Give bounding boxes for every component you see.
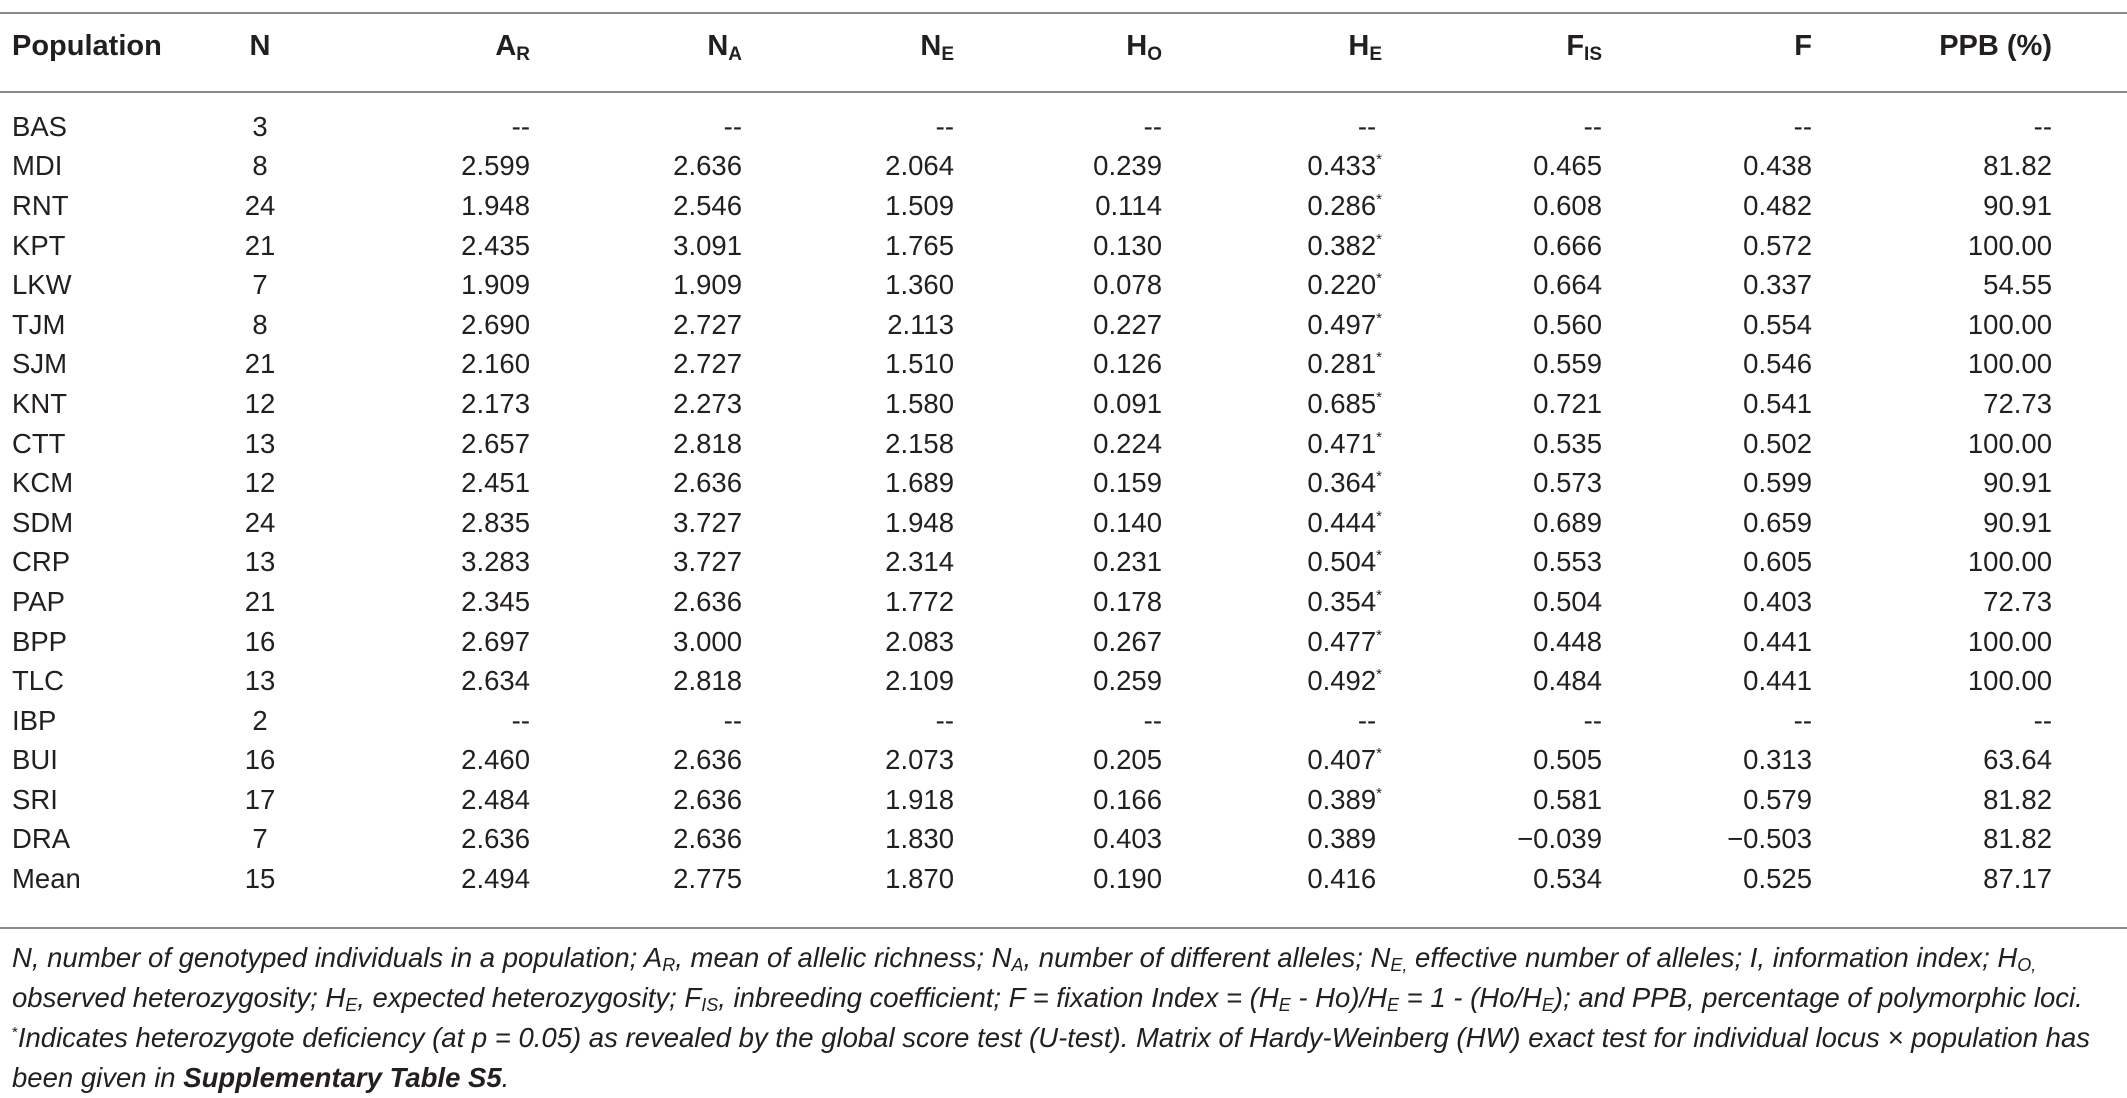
cell-ne: 2.109	[885, 665, 954, 697]
significance-marker: *	[1376, 745, 1382, 763]
cell-ne: --	[935, 110, 954, 142]
cell-ppb: 90.91	[1983, 506, 2052, 538]
cell-fis: 0.560	[1533, 308, 1602, 340]
cell-ppb: 63.64	[1983, 744, 2052, 776]
cell-n: 15	[244, 863, 276, 895]
cell-ar: 2.173	[461, 387, 530, 419]
cell-population: TJM	[12, 308, 66, 340]
cell-population: SRI	[12, 783, 58, 815]
cell-na: 2.636	[673, 744, 742, 776]
significance-marker: *	[1376, 230, 1382, 248]
cell-n: 13	[244, 546, 276, 578]
cell-ne: 1.580	[885, 387, 954, 419]
cell-ne: 1.360	[885, 269, 954, 301]
significance-marker: *	[1376, 428, 1382, 446]
cell-population: IBP	[12, 704, 57, 736]
cell-ar: 2.460	[461, 744, 530, 776]
cell-fis: −0.039	[1517, 823, 1602, 855]
cell-ar: 2.690	[461, 308, 530, 340]
cell-he	[1162, 741, 1382, 781]
cell-ar: 2.345	[461, 585, 530, 617]
cell-he	[1162, 780, 1382, 820]
cell-fis: 0.534	[1533, 863, 1602, 895]
significance-marker: *	[1376, 270, 1382, 288]
table-row	[0, 780, 2127, 820]
cell-population: CRP	[12, 546, 71, 578]
cell-he	[1162, 92, 1382, 147]
cell-ne: 1.509	[885, 189, 954, 221]
cell-he-value: 0.389	[1307, 783, 1377, 815]
cell-ne: 1.772	[885, 585, 954, 617]
cell-ne: 2.073	[885, 744, 954, 776]
cell-n: 21	[244, 348, 276, 380]
cell-fis: 0.581	[1533, 783, 1602, 815]
cell-ar: 2.657	[461, 427, 530, 459]
cell-fis: --	[1583, 110, 1602, 142]
cell-fis: --	[1583, 704, 1602, 736]
cell-n: 24	[244, 189, 276, 221]
cell-n: 12	[244, 467, 276, 499]
cell-population: MDI	[12, 150, 63, 182]
cell-population: CTT	[12, 427, 66, 459]
table-row	[0, 305, 2127, 345]
cell-ne: 2.158	[885, 427, 954, 459]
significance-marker: *	[1376, 666, 1382, 684]
cell-f: 0.502	[1743, 427, 1812, 459]
cell-ppb: --	[2033, 110, 2052, 142]
cell-ar: 2.451	[461, 467, 530, 499]
cell-ar: 2.697	[461, 625, 530, 657]
cell-he	[1162, 701, 1382, 741]
cell-ppb: 100.00	[1967, 427, 2052, 459]
cell-n: 24	[244, 506, 276, 538]
cell-f: --	[1793, 704, 1812, 736]
cell-ho: 0.078	[1093, 269, 1162, 301]
cell-ne: --	[935, 704, 954, 736]
cell-ar: 2.599	[461, 150, 530, 182]
cell-fis: 0.608	[1533, 189, 1602, 221]
cell-fis: 0.535	[1533, 427, 1602, 459]
cell-n: 12	[244, 387, 276, 419]
cell-n: 3	[252, 110, 268, 142]
cell-ar: 2.494	[461, 863, 530, 895]
cell-he	[1162, 186, 1382, 226]
cell-n: 7	[252, 823, 268, 855]
cell-ppb: 90.91	[1983, 467, 2052, 499]
cell-na: 2.636	[673, 585, 742, 617]
col-header-ho: $H_O$	[1126, 29, 1162, 65]
significance-marker: *	[1376, 547, 1382, 565]
cell-fis: 0.664	[1533, 269, 1602, 301]
cell-ar: 1.948	[461, 189, 530, 221]
significance-marker: *	[1376, 468, 1382, 486]
cell-na: 2.546	[673, 189, 742, 221]
table-row	[0, 582, 2127, 622]
cell-ar: 3.283	[461, 546, 530, 578]
cell-f: 0.605	[1743, 546, 1812, 578]
significance-marker: *	[1376, 309, 1382, 327]
cell-f: 0.403	[1743, 585, 1812, 617]
table-row	[0, 701, 2127, 741]
cell-fis: 0.505	[1533, 744, 1602, 776]
cell-f: 0.441	[1743, 665, 1812, 697]
supplementary-table-reference: Supplementary Table S5	[183, 1062, 502, 1093]
cell-ar: 2.484	[461, 783, 530, 815]
cell-n: 7	[252, 269, 268, 301]
cell-he-value: 0.281	[1307, 348, 1377, 380]
cell-population: KPT	[12, 229, 66, 261]
cell-ar: 2.160	[461, 348, 530, 380]
cell-population: SDM	[12, 506, 74, 538]
cell-ppb: 81.82	[1983, 150, 2052, 182]
cell-he-value: 0.471	[1307, 427, 1377, 459]
bottom-rule	[0, 927, 2127, 929]
cell-na: --	[723, 704, 742, 736]
cell-ho: 0.224	[1093, 427, 1162, 459]
cell-population: PAP	[12, 585, 65, 617]
cell-na: 2.636	[673, 467, 742, 499]
cell-ppb: 100.00	[1967, 546, 2052, 578]
cell-ne: 1.510	[885, 348, 954, 380]
cell-fis: 0.721	[1533, 387, 1602, 419]
table-row	[0, 503, 2127, 543]
cell-ppb: 72.73	[1983, 387, 2052, 419]
cell-he	[1162, 424, 1382, 464]
cell-he-value: 0.364	[1307, 467, 1377, 499]
cell-ho: 0.091	[1093, 387, 1162, 419]
cell-n: 16	[244, 744, 276, 776]
cell-f: 0.482	[1743, 189, 1812, 221]
cell-population: KCM	[12, 467, 74, 499]
cell-n: 21	[244, 229, 276, 261]
cell-f: 0.438	[1743, 150, 1812, 182]
cell-ho: 0.259	[1093, 665, 1162, 697]
cell-he-value: 0.416	[1307, 863, 1377, 895]
cell-he	[1162, 463, 1382, 503]
cell-ar: 2.835	[461, 506, 530, 538]
col-header-ne: $N_E$	[920, 29, 954, 65]
cell-na: 3.727	[673, 506, 742, 538]
cell-he-value: 0.492	[1307, 665, 1377, 697]
cell-fis: 0.465	[1533, 150, 1602, 182]
cell-na: 2.818	[673, 427, 742, 459]
cell-ne: 2.314	[885, 546, 954, 578]
significance-marker: *	[1376, 784, 1382, 802]
table-row	[0, 92, 2127, 147]
cell-f: 0.337	[1743, 269, 1812, 301]
cell-population: DRA	[12, 823, 71, 855]
significance-marker: *	[1376, 388, 1382, 406]
cell-n: 8	[252, 150, 268, 182]
cell-ne: 1.870	[885, 863, 954, 895]
cell-he	[1162, 661, 1382, 701]
cell-he-value: --	[1357, 704, 1377, 736]
cell-ho: 0.205	[1093, 744, 1162, 776]
cell-population: Mean	[12, 863, 81, 895]
cell-ar: 2.634	[461, 665, 530, 697]
table-row	[0, 622, 2127, 662]
cell-he	[1162, 859, 1382, 899]
cell-n: 16	[244, 625, 276, 657]
table-row	[0, 741, 2127, 781]
table-row	[0, 345, 2127, 385]
cell-he-value: 0.504	[1307, 546, 1377, 578]
col-header-f: F	[1794, 29, 1812, 62]
cell-he-value: 0.220	[1307, 269, 1377, 301]
cell-ho: 0.267	[1093, 625, 1162, 657]
cell-ho: --	[1143, 704, 1162, 736]
cell-he-value: 0.444	[1307, 506, 1377, 538]
cell-na: 2.727	[673, 308, 742, 340]
col-header-n: N	[249, 29, 271, 62]
cell-fis: 0.573	[1533, 467, 1602, 499]
cell-f: −0.503	[1727, 823, 1812, 855]
cell-ne: 2.113	[887, 308, 954, 340]
cell-na: 2.636	[673, 823, 742, 855]
cell-f: 0.525	[1743, 863, 1812, 895]
cell-ar: 1.909	[461, 269, 530, 301]
cell-ar: --	[511, 110, 530, 142]
cell-ppb: 72.73	[1983, 585, 2052, 617]
table-row	[0, 463, 2127, 503]
cell-ppb: 100.00	[1967, 625, 2052, 657]
cell-f: --	[1793, 110, 1812, 142]
cell-ne: 1.830	[885, 823, 954, 855]
col-header-ar: $A_R$	[495, 29, 530, 65]
cell-ho: 0.130	[1093, 229, 1162, 261]
cell-ne: 1.948	[885, 506, 954, 538]
cell-f: 0.554	[1743, 308, 1812, 340]
cell-f: 0.579	[1743, 783, 1812, 815]
cell-ppb: 90.91	[1983, 189, 2052, 221]
cell-ho: 0.166	[1093, 783, 1162, 815]
cell-population: TLC	[12, 665, 64, 697]
table-row	[0, 424, 2127, 464]
cell-f: 0.441	[1743, 625, 1812, 657]
table-row	[0, 543, 2127, 583]
table-row	[0, 186, 2127, 226]
cell-f: 0.313	[1743, 744, 1812, 776]
cell-na: --	[723, 110, 742, 142]
cell-ppb: 81.82	[1983, 823, 2052, 855]
cell-population: BUI	[12, 744, 58, 776]
cell-ar: --	[511, 704, 530, 736]
cell-he	[1162, 543, 1382, 583]
cell-n: 21	[244, 585, 276, 617]
cell-ppb: 54.55	[1983, 269, 2052, 301]
cell-ar: 2.435	[461, 229, 530, 261]
cell-na: 3.091	[673, 229, 742, 261]
col-header-na: $N_A$	[707, 29, 742, 65]
significance-marker: *	[1376, 626, 1382, 644]
cell-fis: 0.559	[1533, 348, 1602, 380]
cell-he-value: 0.685	[1307, 387, 1377, 419]
cell-he	[1162, 345, 1382, 385]
header-row	[0, 0, 2127, 92]
cell-f: 0.546	[1743, 348, 1812, 380]
cell-na: 3.727	[673, 546, 742, 578]
cell-he	[1162, 265, 1382, 305]
table-row	[0, 661, 2127, 701]
cell-population: LKW	[12, 269, 72, 301]
cell-population: KNT	[12, 387, 67, 419]
cell-na: 2.727	[673, 348, 742, 380]
table-body	[0, 92, 2127, 899]
cell-he-value: 0.354	[1307, 585, 1377, 617]
cell-population: BAS	[12, 110, 68, 142]
cell-he	[1162, 384, 1382, 424]
table-row	[0, 820, 2127, 860]
cell-na: 2.818	[673, 665, 742, 697]
cell-ppb: 81.82	[1983, 783, 2052, 815]
significance-marker: *	[1376, 349, 1382, 367]
significance-marker: *	[1376, 507, 1382, 525]
col-header-he: $H_E$	[1348, 29, 1382, 65]
cell-na: 2.636	[673, 150, 742, 182]
table-row	[0, 859, 2127, 899]
cell-he-value: 0.407	[1307, 744, 1377, 776]
cell-f: 0.541	[1743, 387, 1812, 419]
cell-he	[1162, 820, 1382, 860]
cell-ho: 0.159	[1093, 467, 1162, 499]
cell-ppb: 100.00	[1967, 348, 2052, 380]
cell-ppb: 100.00	[1967, 665, 2052, 697]
cell-fis: 0.689	[1533, 506, 1602, 538]
cell-ne: 2.083	[885, 625, 954, 657]
cell-ne: 2.064	[885, 150, 954, 182]
cell-fis: 0.553	[1533, 546, 1602, 578]
table-row	[0, 384, 2127, 424]
cell-population: SJM	[12, 348, 67, 380]
cell-population: BPP	[12, 625, 68, 657]
cell-fis: 0.666	[1533, 229, 1602, 261]
cell-he	[1162, 622, 1382, 662]
cell-na: 2.636	[673, 783, 742, 815]
cell-he-value: 0.389	[1307, 823, 1377, 855]
cell-n: 13	[244, 427, 276, 459]
cell-ho: 0.231	[1093, 546, 1162, 578]
cell-he	[1162, 582, 1382, 622]
col-header-fis: $F_{IS}$	[1566, 29, 1602, 65]
cell-fis: 0.504	[1533, 585, 1602, 617]
cell-ne: 1.765	[885, 229, 954, 261]
cell-ho: --	[1143, 110, 1162, 142]
table-row	[0, 265, 2127, 305]
cell-fis: 0.448	[1533, 625, 1602, 657]
cell-ar: 2.636	[461, 823, 530, 855]
cell-na: 2.775	[673, 863, 742, 895]
significance-marker: *	[1376, 151, 1382, 169]
cell-ne: 1.918	[885, 783, 954, 815]
cell-ho: 0.403	[1093, 823, 1162, 855]
cell-he-value: 0.497	[1307, 308, 1377, 340]
cell-na: 3.000	[673, 625, 742, 657]
table-row	[0, 226, 2127, 266]
cell-he-value: 0.286	[1307, 189, 1377, 221]
cell-he-value: 0.433	[1307, 150, 1377, 182]
cell-he-value: --	[1357, 110, 1377, 142]
cell-he	[1162, 226, 1382, 266]
cell-ppb: 100.00	[1967, 308, 2052, 340]
col-header-population: Population	[12, 29, 162, 62]
cell-ppb: 87.17	[1983, 863, 2052, 895]
cell-ho: 0.239	[1093, 150, 1162, 182]
cell-he-value: 0.477	[1307, 625, 1377, 657]
cell-n: 17	[244, 783, 276, 815]
significance-marker: *	[1376, 586, 1382, 604]
cell-ho: 0.114	[1095, 189, 1162, 221]
cell-ppb: --	[2033, 704, 2052, 736]
cell-na: 1.909	[673, 269, 742, 301]
col-header-ppb: PPB (%)	[1939, 29, 2052, 62]
cell-ho: 0.140	[1093, 506, 1162, 538]
significance-marker: *	[1376, 190, 1382, 208]
cell-he	[1162, 503, 1382, 543]
cell-f: 0.599	[1743, 467, 1812, 499]
cell-f: 0.572	[1743, 229, 1812, 261]
table-footnote: N, number of genotyped individuals in a population; $A_R$, mean of allelic richness; $N_A$, number of different alleles; $N_{E,}$ effective number of alleles; I, information index; $H_{O,}$ observed heterozygosity; $H_E$, expected heterozygosity; $F_{IS}$, inbreeding coefficient; F = fixation Index = $(H_E - Ho)/H_E = 1 - (Ho/H_E)$; and PPB, percentage of polymorphic loci. *Indicates heterozygote deficiency (at p = 0.05) as revealed by the global score test (U-test). Matrix of Hardy-Weinberg (HW) exact test for individual locus × population has been given in Supplementary Table S5.	[12, 942, 2090, 1093]
cell-ho: 0.227	[1093, 308, 1162, 340]
cell-n: 2	[252, 704, 268, 736]
cell-f: 0.659	[1743, 506, 1812, 538]
cell-he-value: 0.382	[1307, 229, 1377, 261]
cell-n: 8	[252, 308, 268, 340]
cell-population: RNT	[12, 189, 69, 221]
table-row	[0, 147, 2127, 187]
cell-ppb: 100.00	[1967, 229, 2052, 261]
cell-he	[1162, 305, 1382, 345]
cell-ne: 1.689	[885, 467, 954, 499]
cell-he	[1162, 147, 1382, 187]
cell-fis: 0.484	[1533, 665, 1602, 697]
cell-ho: 0.126	[1093, 348, 1162, 380]
cell-ho: 0.178	[1093, 585, 1162, 617]
cell-n: 13	[244, 665, 276, 697]
cell-na: 2.273	[673, 387, 742, 419]
cell-ho: 0.190	[1093, 863, 1162, 895]
